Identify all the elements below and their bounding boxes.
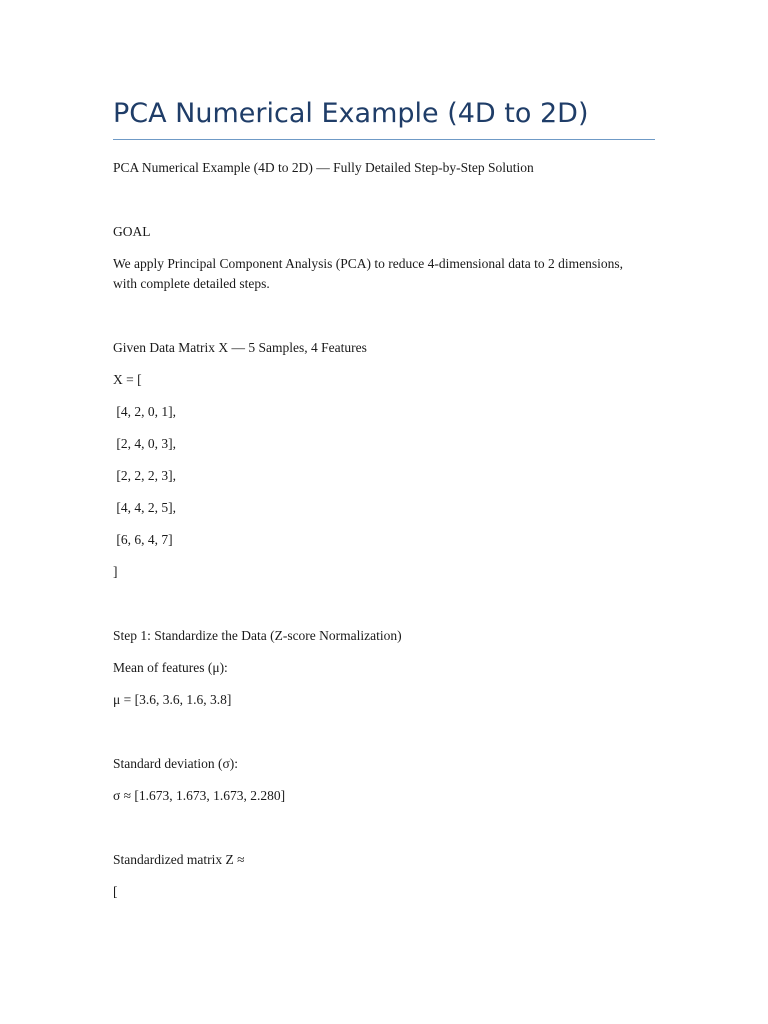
std-values: σ ≈ [1.673, 1.673, 1.673, 2.280] bbox=[113, 788, 286, 803]
step1-heading: Step 1: Standardize the Data (Z-score Normalization) bbox=[113, 628, 402, 643]
document-title: PCA Numerical Example (4D to 2D) bbox=[113, 98, 589, 129]
matrix-row: [2, 4, 0, 3], bbox=[113, 436, 176, 451]
matrix-row: [2, 2, 2, 3], bbox=[113, 468, 176, 483]
title-underline bbox=[113, 139, 655, 140]
mean-values: μ = [3.6, 3.6, 1.6, 3.8] bbox=[113, 692, 232, 707]
mean-label: Mean of features (μ): bbox=[113, 660, 228, 675]
matrix-row: [4, 4, 2, 5], bbox=[113, 500, 176, 515]
matrix-row: [4, 2, 0, 1], bbox=[113, 404, 176, 419]
subtitle-text: PCA Numerical Example (4D to 2D) — Fully Detailed Step-by-Step Solution bbox=[113, 160, 534, 175]
standardized-matrix-open: [ bbox=[113, 884, 118, 899]
given-data-heading: Given Data Matrix X — 5 Samples, 4 Features bbox=[113, 340, 367, 355]
std-label: Standard deviation (σ): bbox=[113, 756, 238, 771]
matrix-close-line: ] bbox=[113, 564, 118, 579]
matrix-row: [6, 6, 4, 7] bbox=[113, 532, 173, 547]
matrix-open-line: X = [ bbox=[113, 372, 142, 387]
goal-paragraph: We apply Principal Component Analysis (PCA) to reduce 4-dimensional data to 2 dimensions, with complete detailed steps. bbox=[113, 256, 623, 291]
goal-heading: GOAL bbox=[113, 224, 151, 239]
standardized-matrix-label: Standardized matrix Z ≈ bbox=[113, 852, 245, 867]
